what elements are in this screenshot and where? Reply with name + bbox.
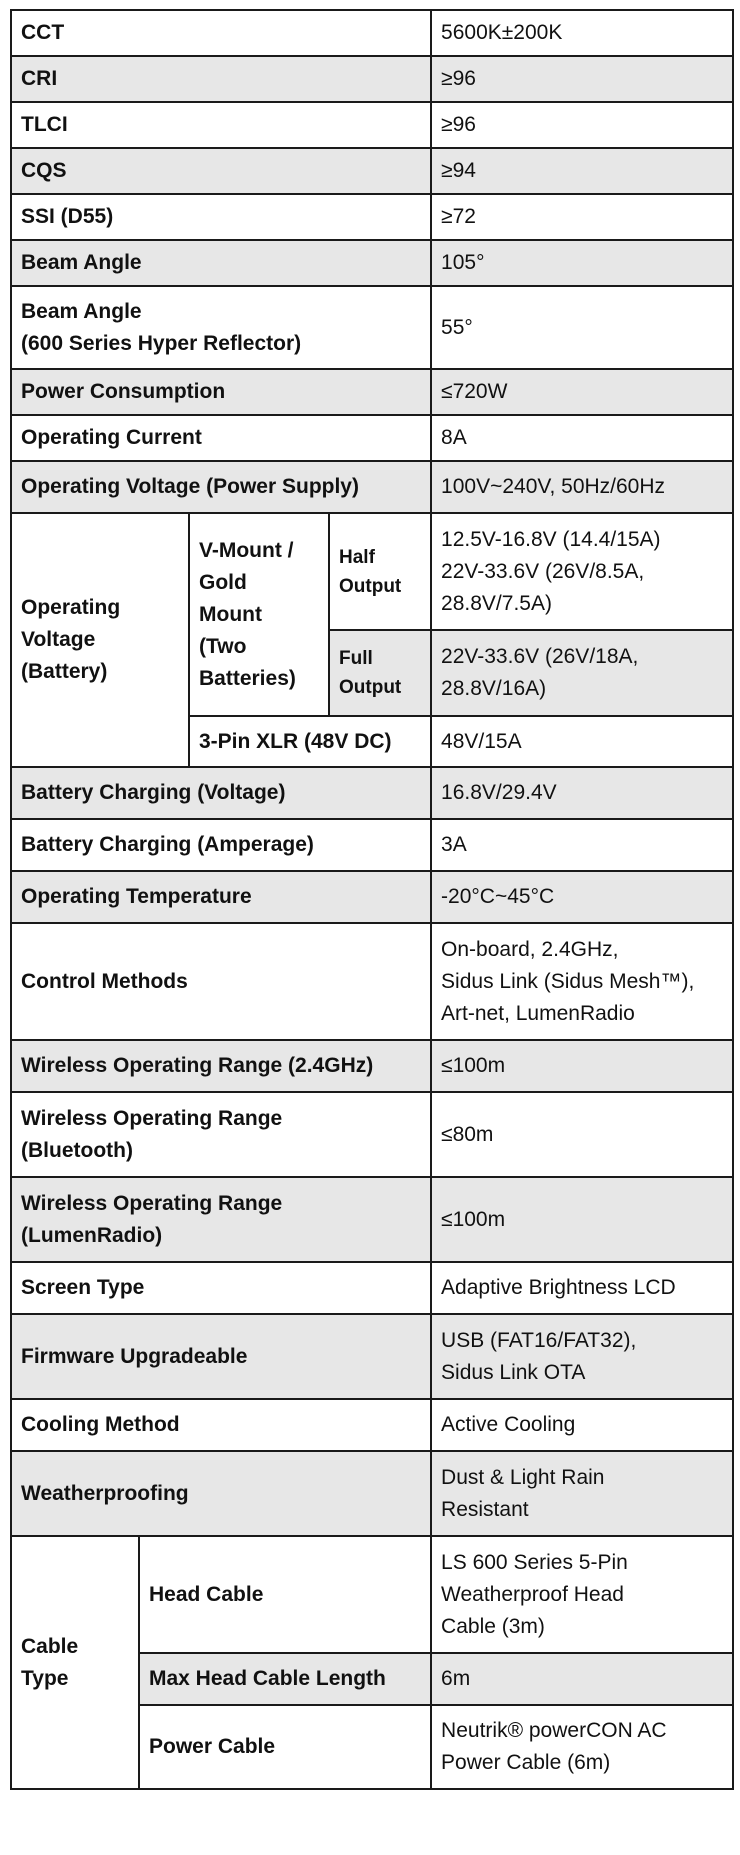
row-value: [431, 1314, 733, 1399]
row-label: [11, 286, 431, 369]
row-label: Cooling Method: [11, 1399, 431, 1451]
full-output-value-line: 22V-33.6V (26V/18A,: [441, 645, 639, 668]
table-row: [11, 1536, 733, 1653]
table-row: [11, 1040, 733, 1092]
mount-label-line: Batteries): [199, 666, 296, 690]
row-label: CRI: [11, 56, 431, 102]
row-value: 55°: [431, 286, 733, 369]
row-label: Battery Charging (Amperage): [11, 819, 431, 871]
table-row: [11, 871, 733, 923]
table-row: [11, 148, 733, 194]
row-label: Power Consumption: [11, 369, 431, 415]
row-value-line: Dust & Light Rain: [441, 1465, 605, 1489]
row-label: Battery Charging (Voltage): [11, 767, 431, 819]
table-row: [11, 369, 733, 415]
table-row: [11, 1092, 733, 1177]
row-value: ≤100m: [431, 1040, 733, 1092]
table-row: [11, 194, 733, 240]
row-label: Operating Voltage (Power Supply): [11, 461, 431, 513]
row-value: 16.8V/29.4V: [431, 767, 733, 819]
row-label: Operating Current: [11, 415, 431, 461]
half-output-value-line: 12.5V-16.8V (14.4/15A): [441, 527, 661, 551]
row-value: -20°C~45°C: [431, 871, 733, 923]
table-row: [11, 767, 733, 819]
full-output-line: Output: [339, 677, 402, 698]
row-label: CQS: [11, 148, 431, 194]
full-output-line: Full: [339, 648, 373, 669]
mount-label-line: (Two: [199, 634, 247, 658]
power-cable-value-line: Power Cable (6m): [441, 1751, 611, 1774]
table-row: [11, 240, 733, 286]
row-value: [431, 1451, 733, 1536]
table-row: [11, 56, 733, 102]
max-head-cable-value: 6m: [431, 1653, 733, 1705]
row-value-line: Art-net, LumenRadio: [441, 1001, 635, 1025]
row-label: [11, 1177, 431, 1262]
battery-label-line: (Battery): [21, 660, 108, 683]
half-output-label: [329, 513, 431, 630]
cable-type-label: [11, 1536, 139, 1789]
full-output-label: [329, 630, 431, 716]
table-row: [11, 923, 733, 1040]
row-label: Beam Angle: [11, 240, 431, 286]
table-row: [11, 1399, 733, 1451]
row-label: Weatherproofing: [11, 1451, 431, 1536]
row-label: TLCI: [11, 102, 431, 148]
half-output-value: [431, 513, 733, 630]
spec-table: [10, 9, 734, 1790]
row-value: Active Cooling: [431, 1399, 733, 1451]
head-cable-label: Head Cable: [139, 1536, 431, 1653]
row-label: Firmware Upgradeable: [11, 1314, 431, 1399]
table-row: [11, 102, 733, 148]
table-row: [11, 1262, 733, 1314]
full-output-value-line: 28.8V/16A): [441, 677, 547, 700]
row-value: 5600K±200K: [431, 10, 733, 56]
row-value: 8A: [431, 415, 733, 461]
row-value: ≤80m: [431, 1092, 733, 1177]
xlr-label: 3-Pin XLR (48V DC): [189, 716, 431, 767]
row-label: Control Methods: [11, 923, 431, 1040]
row-value: ≥72: [431, 194, 733, 240]
cable-type-line: Cable: [21, 1634, 79, 1658]
row-value-line: Sidus Link OTA: [441, 1360, 586, 1384]
spec-sheet: [10, 9, 732, 1846]
row-value: ≤720W: [431, 369, 733, 415]
mount-label-line: Mount: [199, 602, 262, 626]
max-head-cable-label: Max Head Cable Length: [139, 1653, 431, 1705]
row-label: [11, 1092, 431, 1177]
row-label: SSI (D55): [11, 194, 431, 240]
mount-label-line: V-Mount /: [199, 538, 294, 562]
row-label-line: Wireless Operating Range: [21, 1191, 283, 1215]
power-cable-value: [431, 1705, 733, 1789]
table-row: [11, 1177, 733, 1262]
row-label: Screen Type: [11, 1262, 431, 1314]
row-value-line: Sidus Link (Sidus Mesh™),: [441, 969, 695, 993]
xlr-value: 48V/15A: [431, 716, 733, 767]
row-label: CCT: [11, 10, 431, 56]
table-row: [11, 461, 733, 513]
row-label-line: Beam Angle: [21, 299, 142, 323]
row-label-line: (LumenRadio): [21, 1223, 163, 1247]
table-row: [11, 415, 733, 461]
head-cable-value-line: Cable (3m): [441, 1614, 545, 1638]
half-output-line: Output: [339, 575, 402, 597]
table-row: [11, 1451, 733, 1536]
mount-label: [189, 513, 329, 716]
row-label-line: (Bluetooth): [21, 1138, 133, 1162]
row-value: ≥96: [431, 56, 733, 102]
battery-label-line: Operating: [21, 596, 121, 619]
row-label: Operating Temperature: [11, 871, 431, 923]
row-value-line: USB (FAT16/FAT32),: [441, 1328, 637, 1352]
head-cable-value: [431, 1536, 733, 1653]
table-row: [11, 10, 733, 56]
table-row: [11, 819, 733, 871]
row-label-line: (600 Series Hyper Reflector): [21, 331, 302, 355]
power-cable-value-line: Neutrik® powerCON AC: [441, 1719, 667, 1742]
half-output-value-line: 28.8V/7.5A): [441, 591, 552, 615]
battery-label: [11, 513, 189, 767]
table-row: [11, 513, 733, 630]
head-cable-value-line: LS 600 Series 5-Pin: [441, 1550, 628, 1574]
row-value: Adaptive Brightness LCD: [431, 1262, 733, 1314]
battery-label-line: Voltage: [21, 628, 96, 651]
power-cable-label: Power Cable: [139, 1705, 431, 1789]
row-value: 100V~240V, 50Hz/60Hz: [431, 461, 733, 513]
row-value-line: Resistant: [441, 1497, 529, 1521]
table-row: [11, 286, 733, 369]
row-value: 3A: [431, 819, 733, 871]
row-value: 105°: [431, 240, 733, 286]
row-value-line: On-board, 2.4GHz,: [441, 937, 619, 961]
cable-type-line: Type: [21, 1666, 69, 1690]
table-row: [11, 1314, 733, 1399]
mount-label-line: Gold: [199, 570, 247, 594]
row-label: Wireless Operating Range (2.4GHz): [11, 1040, 431, 1092]
full-output-value: [431, 630, 733, 716]
row-value: ≥96: [431, 102, 733, 148]
head-cable-value-line: Weatherproof Head: [441, 1582, 624, 1606]
half-output-value-line: 22V-33.6V (26V/8.5A,: [441, 559, 645, 583]
row-value: ≤100m: [431, 1177, 733, 1262]
row-value: ≥94: [431, 148, 733, 194]
row-label-line: Wireless Operating Range: [21, 1106, 283, 1130]
row-value: [431, 923, 733, 1040]
half-output-line: Half: [339, 546, 375, 568]
